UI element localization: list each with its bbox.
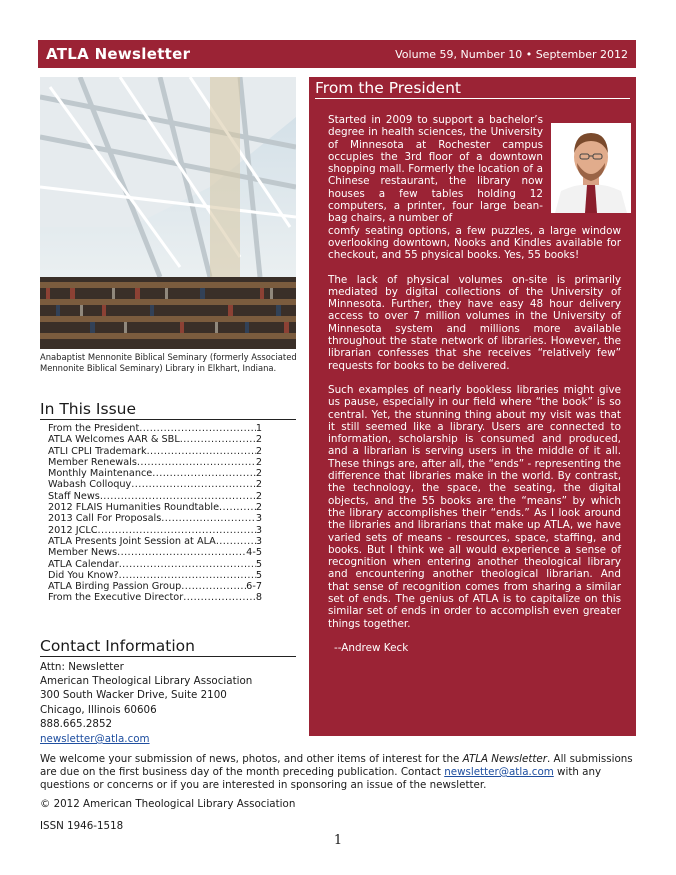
toc-dot-leader [180, 434, 256, 445]
toc-dot-leader [219, 502, 256, 513]
in-this-issue-heading: In This Issue [40, 400, 296, 420]
toc-dot-leader [119, 570, 256, 581]
toc-item [48, 434, 262, 445]
toc-item-page: 2 [255, 490, 262, 502]
notice-text-c: with any questions or concerns or if you are interested in sponsoring an issue of the newsletter. [40, 766, 602, 791]
toc-item [48, 570, 262, 581]
contact-heading: Contact Information [40, 637, 296, 657]
toc-item [48, 491, 262, 502]
toc-item [48, 581, 262, 592]
toc-item-title: Wabash Colloquy [48, 479, 132, 491]
toc-dot-leader [147, 446, 256, 457]
toc-item [48, 513, 262, 524]
toc-item-title: ATLA Calendar [48, 558, 119, 570]
toc-dot-leader [119, 559, 256, 570]
library-photo [40, 77, 296, 349]
toc-item-page: 5 [255, 558, 262, 570]
toc-item [48, 525, 262, 536]
table-of-contents [48, 423, 262, 604]
contact-phone: 888.665.2852 [40, 717, 113, 730]
toc-item [48, 559, 262, 570]
toc-item-title: 2012 FLAIS Humanities Roundtable [48, 502, 220, 514]
toc-dot-leader [131, 479, 256, 490]
toc-item [48, 423, 262, 434]
toc-item-page: 6-7 [246, 581, 262, 593]
article-paragraph-3: Such examples of nearly bookless libraries might give us pause, especially in our field where “the book” is so central. Yet, the stunning thing about my visit was that it still seemed like a library. Users are connected to information, scholarship is consumed and produced, and a librarian is serving users in the middle of it all. These things are, after all, the “ends” - representing the difference that libraries make in the world. By contrast, the technology, the space, the seating, the digital objects, and the 55 books are the “means” by which the library accomplishes their “ends.” As I look around the libraries and librarians that make up ATLA, we have varied sets of means - resources, space, staffing, and books. But I think we all would experience a sense of recognition when entering another theological library and encountering another theological librarian. And that sense of recognition comes from sharing a similar set of ends. The genius of ATLA is to capitalize on this similar set of ends in order to accomplish even greater things together. [328, 383, 621, 630]
newsletter-title: ATLA Newsletter [46, 45, 191, 63]
masthead [38, 40, 636, 68]
toc-dot-leader [152, 468, 256, 479]
contact-attn: Attn: Newsletter [40, 661, 124, 673]
toc-item [48, 592, 262, 603]
president-column [309, 77, 636, 736]
article-paragraph-1-top: Started in 2009 to support a bachelor’s degree in health sciences, the University of Minnesota at Rochester campus occupies the 3rd floor of a downtown shopping mall. Formerly the location of a Chinese restaurant, the library now houses a few tables holding 12 computers, a printer, four large bean-bag chairs, a number of [328, 114, 543, 225]
toc-item [48, 502, 262, 513]
toc-item-title: ATLI CPLI Trademark [48, 445, 147, 457]
toc-item-title: Member News [48, 547, 118, 559]
toc-dot-leader [117, 547, 246, 558]
toc-item [48, 457, 262, 468]
toc-item-page: 3 [255, 535, 262, 547]
page-number: 1 [333, 833, 343, 848]
toc-item-page: 2 [255, 456, 262, 468]
article-paragraph-2: The lack of physical volumes on-site is primarily mediated by digital collections of the University of Minnesota. Further, they have easy 48 hour delivery access to over 7 million volumes in the University of Minnesota system and millions more available throughout the state network of libraries. However, the librarian confesses that she receives “relatively few” requests for books to be delivered. [328, 273, 621, 372]
notice-newsletter-name: ATLA Newsletter [462, 753, 547, 765]
toc-item-title: 2013 Call For Proposals [48, 513, 162, 525]
issue-volume: Volume 59, Number 10 • September 2012 [395, 47, 628, 61]
toc-dot-leader [139, 423, 256, 434]
toc-item-title: Staff News [48, 490, 100, 502]
toc-item-title: Member Renewals [48, 456, 137, 468]
toc-item [48, 536, 262, 547]
toc-dot-leader [100, 491, 256, 502]
copyright: © 2012 American Theological Library Association [40, 798, 296, 810]
toc-item-page: 8 [255, 592, 262, 604]
toc-dot-leader [183, 592, 256, 603]
toc-item-title: Did You Know? [48, 569, 119, 581]
submission-notice [40, 753, 640, 792]
toc-dot-leader [98, 525, 256, 536]
notice-text-a: We welcome your submission of news, photos, and other items of interest for the [40, 753, 463, 765]
toc-item-page: 2 [255, 445, 262, 457]
toc-item-title: 2012 JCLC [48, 524, 98, 536]
contact-block [40, 660, 296, 731]
notice-email-link[interactable]: newsletter@atla.com [444, 766, 554, 778]
toc-item [48, 479, 262, 490]
toc-item-page: 2 [255, 468, 262, 480]
toc-dot-leader [216, 536, 256, 547]
toc-item [48, 547, 262, 558]
contact-organization: American Theological Library Association [40, 675, 253, 688]
toc-item-page: 4-5 [246, 547, 262, 559]
toc-item-page: 1 [255, 423, 262, 434]
article-paragraph-1-rest: comfy seating options, a few puzzles, a large window overlooking downtown, Nooks and Kindles available for checkout, and 55 physical books. Yes, 55 books! [328, 224, 621, 262]
photo-caption: Anabaptist Mennonite Biblical Seminary (formerly Associated Mennonite Biblical Seminary) Library in Elkhart, Indiana. [40, 352, 297, 373]
toc-dot-leader [137, 457, 256, 468]
president-heading: From the President [315, 79, 630, 99]
notice-text-b: . All submissions are due on the first business day of the month preceding publication. Contact [40, 753, 633, 778]
toc-item-page: 2 [255, 479, 262, 491]
toc-dot-leader [181, 581, 246, 592]
toc-item-page: 3 [255, 524, 262, 536]
president-article [328, 114, 621, 654]
toc-item-title: From the Executive Director [48, 592, 184, 604]
toc-item-title: ATLA Welcomes AAR & SBL [48, 434, 180, 446]
issn: ISSN 1946-1518 [40, 820, 124, 832]
toc-item [48, 446, 262, 457]
toc-item-title: ATLA Presents Joint Session at ALA [48, 535, 216, 547]
toc-item-title: Monthly Maintenance [48, 468, 153, 480]
contact-city: Chicago, Illinois 60606 [40, 703, 157, 716]
toc-item-title: ATLA Birding Passion Group [48, 581, 182, 593]
toc-item-page: 2 [255, 434, 262, 446]
toc-item-title: From the President [48, 423, 140, 434]
contact-street: 300 South Wacker Drive, Suite 2100 [40, 689, 227, 702]
toc-item-page: 5 [255, 569, 262, 581]
toc-dot-leader [161, 513, 256, 524]
toc-item-page: 2 [255, 502, 262, 514]
contact-email-link[interactable]: newsletter@atla.com [40, 733, 150, 745]
toc-item-page: 3 [255, 513, 262, 525]
library-interior-image [40, 77, 296, 349]
article-signature: --Andrew Keck [334, 641, 409, 654]
toc-item [48, 468, 262, 479]
